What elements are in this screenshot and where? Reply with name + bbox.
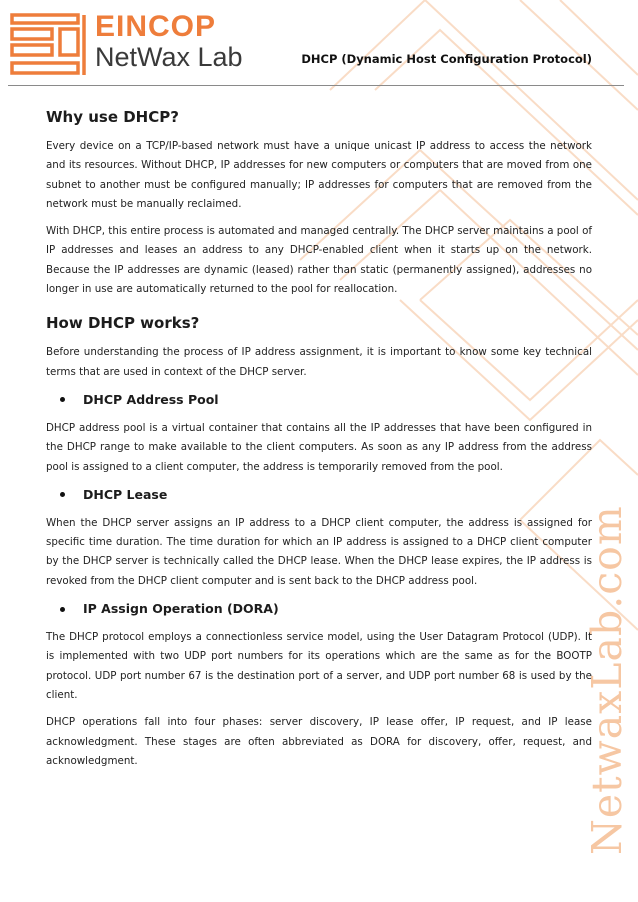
bullet-title: DHCP Lease: [83, 486, 168, 502]
brand-name-bottom: NetWax Lab: [95, 42, 243, 72]
bullet-dot-icon: [60, 607, 65, 612]
document-title: DHCP (Dynamic Host Configuration Protocol): [301, 52, 592, 66]
eincop-logo-icon: [10, 13, 90, 77]
page-header: [0, 0, 638, 90]
bullet-title: DHCP Address Pool: [83, 391, 219, 407]
heading-why-dhcp: Why use DHCP?: [46, 108, 179, 126]
paragraph: With DHCP, this entire process is automated and managed centrally. The DHCP server maintains a pool of IP addresses and leases an address to any DHCP-enabled client when it starts up on the network. Because the IP addresses are dynamic (leased) rather than static (permanently assigned), addresses no longer in use are automatically returned to the pool for reallocation.: [46, 225, 592, 296]
brand-name-top: EINCOP: [95, 10, 217, 43]
bullet-dot-icon: [60, 397, 65, 402]
bullet-title: IP Assign Operation (DORA): [83, 601, 279, 617]
watermark: NetwaxLab.com: [583, 505, 631, 855]
brand-wordmark: [95, 12, 243, 72]
bullet-lease: [60, 485, 592, 505]
paragraph: Before understanding the process of IP address assignment, it is important to know some key technical terms that are used in context of the DHCP server.: [46, 346, 592, 378]
heading-how-dhcp-works: How DHCP works?: [46, 314, 200, 333]
paragraph: Every device on a TCP/IP-based network must have a unique unicast IP address to access the network and its resources. Without DHCP, IP addresses for new computers or computers that are moved from one subnet to another must be configured manually; IP addresses for computers that are removed from the network must be manually reclaimed.: [46, 140, 592, 210]
bullet-dot-icon: [60, 492, 65, 497]
paragraph: When the DHCP server assigns an IP address to a DHCP client computer, the address is assigned for specific time duration. The time duration for which an IP address is assigned to a DHCP client computer by the DHCP server is technically called the DHCP lease. When the DHCP lease expires, the IP address is revoked from the DHCP client computer and is sent back to the DHCP address pool.: [46, 516, 592, 587]
document-body: [46, 107, 592, 779]
bullet-address-pool: [60, 390, 592, 410]
paragraph: DHCP address pool is a virtual container that contains all the IP addresses that have been configured in the DHCP range to make available to the client computers. As soon as any IP address from the address pool is assigned to a client computer, the address is temporarily removed from the pool.: [46, 421, 592, 473]
header-divider: [8, 85, 624, 86]
paragraph: DHCP operations fall into four phases: server discovery, IP lease offer, IP request, and IP lease acknowledgment. These stages are often abbreviated as DORA for discovery, offer, request, and acknowledgment.: [46, 716, 592, 767]
paragraph: The DHCP protocol employs a connectionless service model, using the User Datagram Protocol (UDP). It is implemented with two UDP port numbers for its operations which are the same as for the BOOTP protocol. UDP port number 67 is the destination port of a server, and UDP port number 68 is used by the client.: [46, 631, 592, 701]
bullet-dora: [60, 599, 592, 619]
